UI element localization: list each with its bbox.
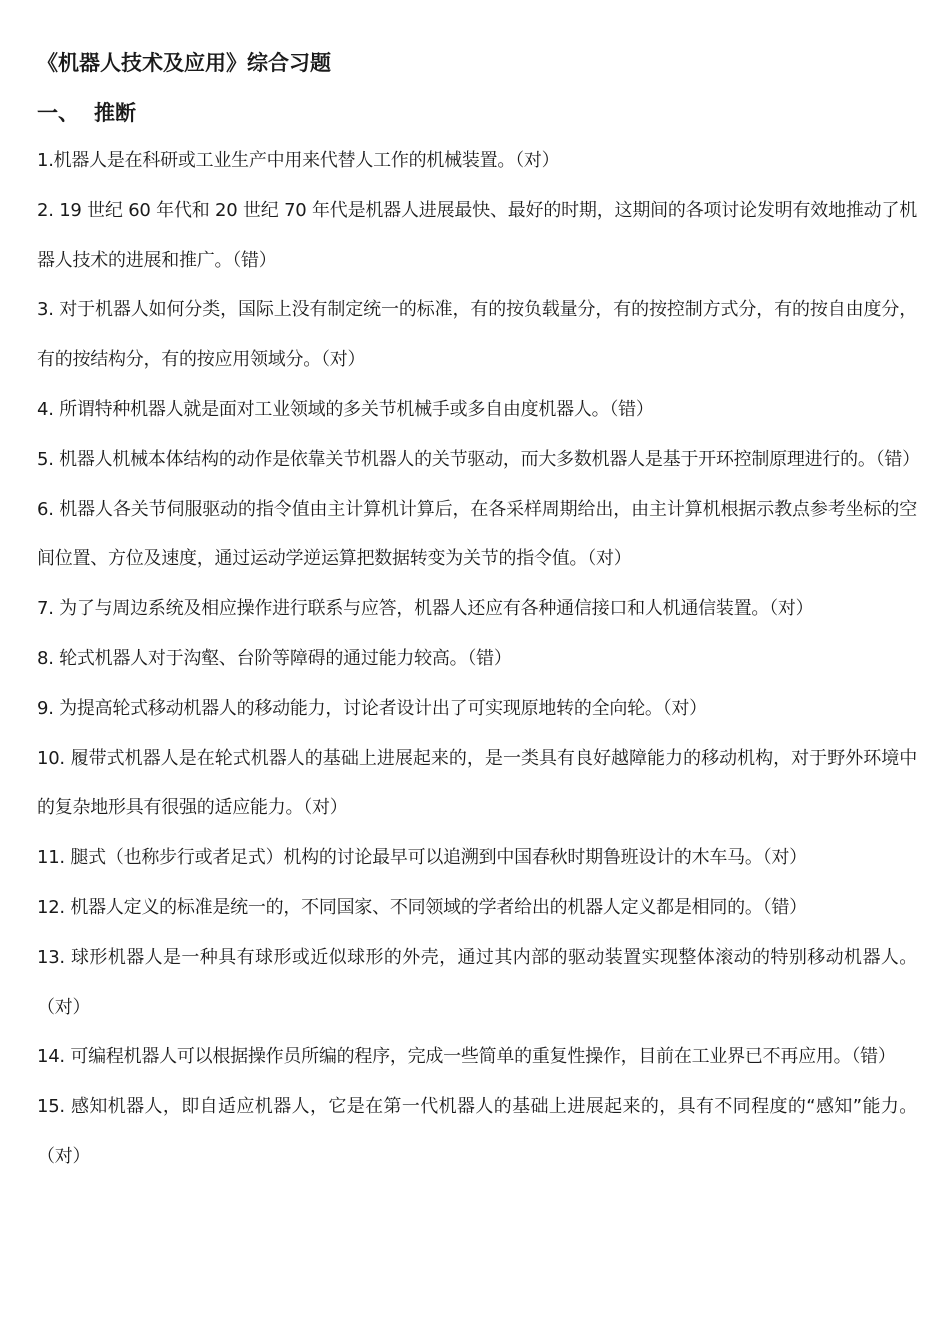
- question-item: 4. 所谓特种机器人就是面对工业领域的多关节机械手或多自由度机器人。（错）: [37, 398, 654, 420]
- question-item: 2. 19 世纪 60 年代和 20 世纪 70 年代是机器人进展最快、最好的时期，这期间的各项讨论发明有效地推动了机器人技术的进展和推广。（错）: [37, 199, 917, 271]
- question-item: 14. 可编程机器人可以根据操作员所编的程序，完成一些简单的重复性操作，目前在工业界已不再应用。（错）: [37, 1046, 896, 1068]
- question-item: 11. 腿式（也称步行或者足式）机构的讨论最早可以追溯到中国春秋时期鲁班设计的木车马。（对）: [37, 847, 807, 869]
- document-title: 《机器人技术及应用》综合习题: [37, 51, 331, 75]
- section-number: 一、: [37, 101, 79, 125]
- question-item: 12. 机器人定义的标准是统一的，不同国家、不同领域的学者给出的机器人定义都是相同的。（错）: [37, 896, 807, 918]
- question-item: 15. 感知机器人，即自适应机器人，它是在第一代机器人的基础上进展起来的，具有不同程度的“感知”能力。（对）: [37, 1096, 917, 1167]
- question-item: 7. 为了与周边系统及相应操作进行联系与应答，机器人还应有各种通信接口和人机通信装置。（对）: [37, 598, 814, 620]
- section-heading: [37, 94, 917, 132]
- question-item: 8. 轮式机器人对于沟壑、台阶等障碍的通过能力较高。（错）: [37, 647, 512, 669]
- question-item: 6. 机器人各关节伺服驱动的指令值由主计算机计算后，在各采样周期给出，由主计算机根据示教点参考坐标的空间位置、方位及速度，通过运动学逆运算把数据转变为关节的指令值。（对）: [37, 498, 917, 570]
- question-item: 9. 为提高轮式移动机器人的移动能力，讨论者设计出了可实现原地转的全向轮。（对）: [37, 697, 707, 719]
- document-page: [37, 44, 920, 1182]
- question-list: [37, 136, 920, 1182]
- question-item: 5. 机器人机械本体结构的动作是依靠关节机器人的关节驱动，而大多数机器人是基于开环控制原理进行的。（错）: [37, 448, 920, 470]
- question-item: 10. 履带式机器人是在轮式机器人的基础上进展起来的，是一类具有良好越障能力的移动机构，对于野外环境中的复杂地形具有很强的适应能力。（对）: [37, 747, 917, 819]
- section-title: 推断: [94, 101, 136, 125]
- question-item: 3. 对于机器人如何分类，国际上没有制定统一的标准，有的按负载量分，有的按控制方式分，有的按自由度分，有的按结构分，有的按应用领域分。（对）: [37, 299, 917, 371]
- question-item: 1.机器人是在科研或工业生产中用来代替人工作的机械装置。（对）: [37, 150, 560, 171]
- question-item: 13. 球形机器人是一种具有球形或近似球形的外壳，通过其内部的驱动装置实现整体滚动的特别移动机器人。（对）: [37, 946, 917, 1018]
